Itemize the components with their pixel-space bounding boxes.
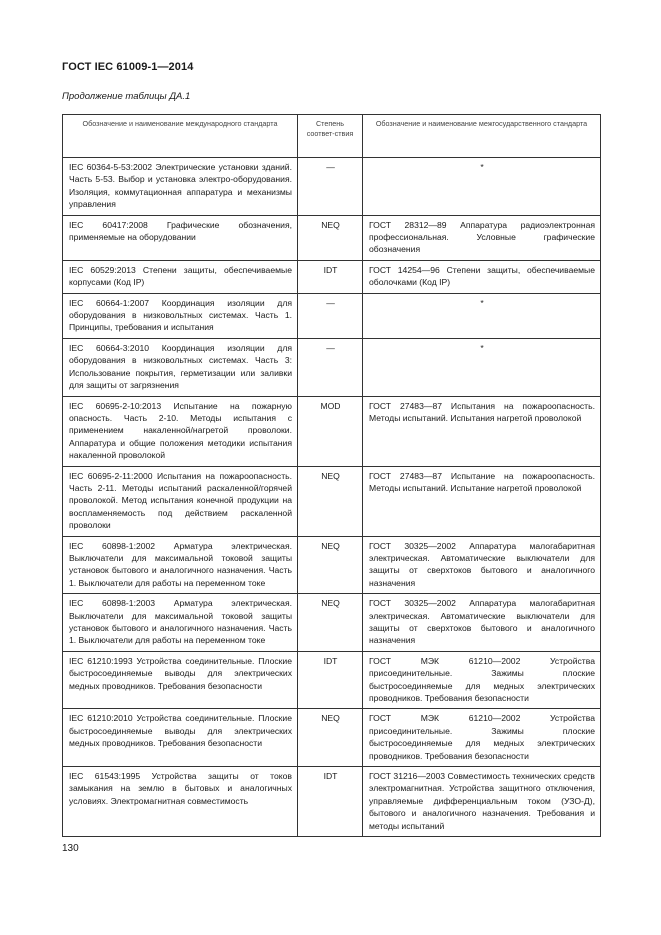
interstate-standard-cell: * [363,158,601,216]
document-title: ГОСТ IEC 61009-1—2014 [62,61,194,73]
table-row [63,466,601,536]
interstate-standard-cell: * [363,293,601,338]
table-row [63,651,601,709]
table-row [63,594,601,652]
interstate-standard-cell: * [363,338,601,396]
table-row [63,709,601,767]
international-standard-cell: IEC 60898-1:2003 Арматура электрическая. Выключатели для максимальной токовой защиты установок бытового и аналогичного назначения. Часть 1. Выключатели для работы на переменном токе [63,594,298,652]
degree-cell: IDT [298,767,363,837]
international-standard-cell: IEC 60417:2008 Графические обозначения, применяемые на оборудовании [63,215,298,260]
header-degree-of-correspondence: Степень соответ-ствия [298,115,363,158]
degree-cell: — [298,293,363,338]
degree-cell: NEQ [298,709,363,767]
interstate-standard-cell: ГОСТ 28312—89 Аппаратура радиоэлектронная профессиональная. Условные графические обозначения [363,215,601,260]
degree-cell: MOD [298,396,363,466]
degree-cell: — [298,158,363,216]
interstate-standard-cell: ГОСТ 31216—2003 Совместимость технических средств электромагнитная. Устройства защитного отключения, управляемые дифференциальным током (УЗО-Д), бытового и аналогичного назначения. Требования и методы испытаний [363,767,601,837]
international-standard-cell: IEC 60364-5-53:2002 Электрические установки зданий. Часть 5-53. Выбор и установка электро-оборудования. Изоляция, коммутационная аппаратура и механизмы управления [63,158,298,216]
international-standard-cell: IEC 61210:2010 Устройства соединительные. Плоские быстросоединяемые выводы для электрических медных проводников. Требования безопасности [63,709,298,767]
international-standard-cell: IEC 60695-2-10:2013 Испытание на пожарную опасность. Часть 2-10. Методы испытания с применением накаленной/нагретой проволоки. Аппаратура и общие положения методики испытания накаленной проволокой [63,396,298,466]
international-standard-cell: IEC 60695-2-11:2000 Испытания на пожароопасность. Часть 2-11. Методы испытаний раскаленной/горячей проволокой. Метод испытания конечной продукции на воспламеняемость под действием раскаленной проволоки [63,466,298,536]
interstate-standard-cell: ГОСТ 14254—96 Степени защиты, обеспечиваемые оболочками (Код IP) [363,260,601,293]
interstate-standard-cell: ГОСТ 30325—2002 Аппаратура малогабаритная электрическая. Автоматические выключатели для защиты от сверхтоков бытового и аналогичного назначения [363,536,601,594]
degree-cell: NEQ [298,594,363,652]
table-row [63,293,601,338]
international-standard-cell: IEC 61543:1995 Устройства защиты от токов замыкания на землю в бытовых и аналогичных условиях. Электромагнитная совместимость [63,767,298,837]
page-number: 130 [62,843,79,854]
degree-cell: IDT [298,260,363,293]
interstate-standard-cell: ГОСТ 27483—87 Испытание на пожароопасность. Методы испытаний. Испытание нагретой проволокой [363,466,601,536]
degree-cell: NEQ [298,215,363,260]
international-standard-cell: IEC 60664-1:2007 Координация изоляции для оборудования в низковольтных системах. Часть 1. Принципы, требования и испытания [63,293,298,338]
international-standard-cell: IEC 60529:2013 Степени защиты, обеспечиваемые корпусами (Код IP) [63,260,298,293]
table-row [63,260,601,293]
interstate-standard-cell: ГОСТ МЭК 61210—2002 Устройства присоединительные. Зажимы плоские быстросоединяемые для медных электрических проводников. Требования безопасности [363,709,601,767]
degree-cell: — [298,338,363,396]
table-row [63,215,601,260]
degree-cell: NEQ [298,466,363,536]
interstate-standard-cell: ГОСТ 30325—2002 Аппаратура малогабаритная электрическая. Автоматические выключатели для защиты от сверхтоков бытового и аналогичного назначения [363,594,601,652]
table-header-row [63,115,601,158]
header-international-standard: Обозначение и наименование международного стандарта [63,115,298,158]
table-row [63,396,601,466]
international-standard-cell: IEC 60898-1:2002 Арматура электрическая. Выключатели для максимальной токовой защиты установок бытового и аналогичного назначения. Часть 1. Выключатели для работы на переменном токе [63,536,298,594]
table-row [63,338,601,396]
interstate-standard-cell: ГОСТ 27483—87 Испытания на пожароопасность. Методы испытаний. Испытания нагретой проволокой [363,396,601,466]
standards-table [62,114,601,837]
international-standard-cell: IEC 60664-3:2010 Координация изоляции для оборудования в низковольтных системах. Часть 3: Использование покрытия, герметизации или заливки для защиты от загрязнения [63,338,298,396]
degree-cell: NEQ [298,536,363,594]
header-interstate-standard: Обозначение и наименование межгосударственного стандарта [363,115,601,158]
table-row [63,767,601,837]
interstate-standard-cell: ГОСТ МЭК 61210—2002 Устройства присоединительные. Зажимы плоские быстросоединяемые для медных электрических проводников. Требования безопасности [363,651,601,709]
table-row [63,158,601,216]
international-standard-cell: IEC 61210:1993 Устройства соединительные. Плоские быстросоединяемые выводы для электрических медных проводников. Требования безопасности [63,651,298,709]
table-caption: Продолжение таблицы ДА.1 [62,91,191,102]
degree-cell: IDT [298,651,363,709]
table-row [63,536,601,594]
